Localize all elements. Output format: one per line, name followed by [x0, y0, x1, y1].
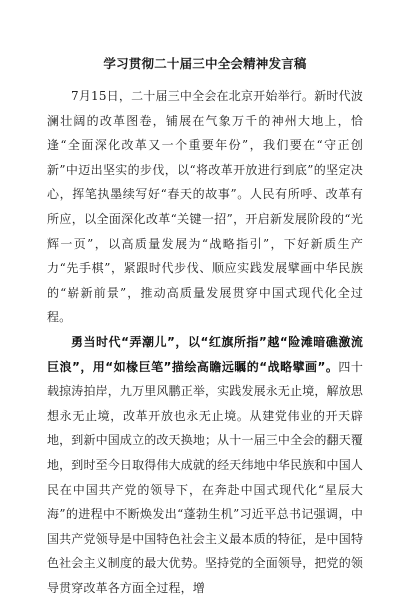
paragraph-2-text: 四十载掠涛拍岸，九万里风鹏正举，实践发展永无止境，解放思想永无止境，改革开放也永无止境。从建党伟业的开天辟地，到新中国成立的改天换地；从十一届三中全会的翻天覆地，到时至今日取得伟大成就的经天纬地中华民族和中国人民在中国共产党的领导下，在奔赴中国式现代化“星辰大海”的进程中不断焕发出“蓬勃生机”习近平总书记强调，中国共产党领导是中国特色社会主义最本质的特征，是中国特色社会主义制度的最大优势。坚持党的全面领导，把党的领导贯穿改革各方面全过程，增: [47, 359, 363, 595]
paragraph-2-bold-lead: 勇当时代“弄潮儿”，以“红旗所指”越“险滩暗礁激流巨浪”，用“如椽巨笔”描绘高瞻远瞩的“战略擘画”。: [47, 334, 363, 374]
paragraph-1-text: 7月15日，二十届三中全会在北京开始举行。新时代波澜壮阔的改革图卷，铺展在气象万千的神州大地上，恰逢“全面深化改革又一个重要年份”，我们要在“守正创新”中迈出坚实的步伐，以“将改革开放进行到底”的坚定决心，挥笔执墨续写好“春天的故事”。人民有所呼、改革有所应，以全面深化改革“关键一招”，开启新发展阶段的“光辉一页”，以高质量发展为“战略指引”，下好新质生产力“先手棋”，紧跟时代步伐、顺应实践发展擘画中华民族的“崭新前景”，推动高质量发展贯穿中国式现代化全过程。: [47, 89, 363, 325]
paragraph-1: [47, 84, 363, 330]
document-title: 学习贯彻二十届三中全会精神发言稿: [103, 56, 307, 71]
paragraph-2: [47, 330, 363, 600]
